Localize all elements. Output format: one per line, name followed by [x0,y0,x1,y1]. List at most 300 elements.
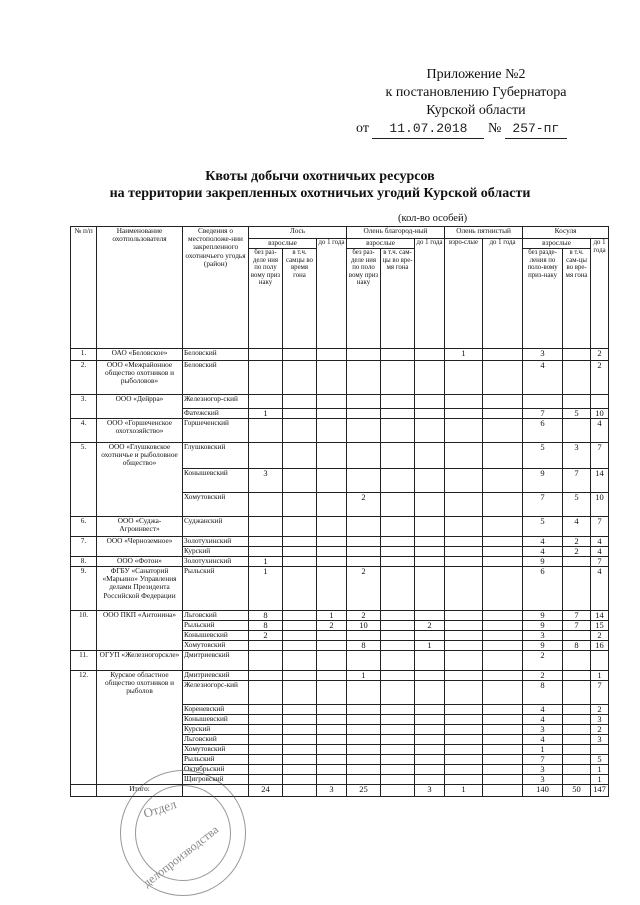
row-value [249,349,283,361]
row-user: ОАО «Беловское» [97,349,183,361]
row-value [381,765,415,775]
row-value [317,517,347,537]
row-number: 5. [71,443,97,517]
row-value [347,547,381,557]
row-number: 4. [71,419,97,443]
row-value [415,349,445,361]
stamp-text-1: Отдел [141,796,179,821]
row-value [591,651,609,671]
row-value [317,765,347,775]
row-value: 3 [317,785,347,797]
row-value: 1 [347,671,381,681]
row-value [283,469,317,493]
row-value [381,611,415,621]
row-number: 8. [71,557,97,567]
row-value: 5 [523,443,563,469]
row-value [381,361,415,395]
row-value: 24 [249,785,283,797]
row-value [415,775,445,785]
row-value: 147 [591,785,609,797]
number-label: № [487,121,502,136]
row-value: 2 [523,671,563,681]
row-ground: Железногорс-кий [183,681,249,705]
row-value [483,705,523,715]
row-value [483,621,523,631]
row-ground: Конышевский [183,715,249,725]
row-value [445,715,483,725]
row-value [483,611,523,621]
row-value [563,705,591,715]
row-value [317,547,347,557]
header-num: № п/п [71,227,97,349]
row-value: 8 [249,621,283,631]
row-ground: Суджанский [183,517,249,537]
row-value [283,557,317,567]
row-value: 15 [591,621,609,631]
row-number: 6. [71,517,97,537]
row-value [563,755,591,765]
row-value [249,725,283,735]
row-value [317,631,347,641]
row-value [249,361,283,395]
row-ground: Железногор-ский [183,395,249,409]
row-value [347,443,381,469]
title-line2: на территории закрепленных охотничьих угодий Курской области [109,186,531,201]
row-value [483,631,523,641]
row-ground: Льговский [183,735,249,745]
row-value [283,537,317,547]
decree-number: 257-пг [505,120,567,139]
row-value [317,361,347,395]
row-value [483,671,523,681]
row-value [483,785,523,797]
table-row [71,395,609,409]
row-value [445,567,483,611]
row-value [415,469,445,493]
row-ground: Дмитриевский [183,651,249,671]
row-value [283,395,317,409]
row-value [381,631,415,641]
row-value: 16 [591,641,609,651]
row-value [347,395,381,409]
row-value [445,755,483,765]
row-value [415,745,445,755]
row-value [445,547,483,557]
row-value [445,493,483,517]
row-value [415,651,445,671]
row-value [347,557,381,567]
row-user: ООО «Межрайонное общество охотников и рыболовов» [97,361,183,395]
appendix-line3: Курской области [426,103,526,118]
header-roe-under1: до 1 года [591,239,609,349]
row-value [317,567,347,611]
row-value: 7 [523,755,563,765]
row-ground: Хомутовский [183,745,249,755]
row-ground: Рыльский [183,755,249,765]
row-user: ФГБУ «Санаторий «Марьино» Управления делами Президента Российской Федерации [97,567,183,611]
row-value: 2 [347,567,381,611]
row-value: 4 [591,537,609,547]
row-value: 1 [445,785,483,797]
row-value [563,715,591,725]
row-value: 3 [563,443,591,469]
row-ground: Беловский [183,349,249,361]
row-value: 9 [523,621,563,631]
header-moose-under1: до 1 года [317,239,347,349]
row-value [563,745,591,755]
row-value [445,557,483,567]
row-value: 8 [523,681,563,705]
row-value [415,671,445,681]
row-user: ООО «Черноземное» [97,537,183,557]
row-value [381,349,415,361]
row-value: 3 [415,785,445,797]
row-value: 10 [591,493,609,517]
row-ground: Конышевский [183,469,249,493]
row-value [415,361,445,395]
row-ground: Фатежский [183,409,249,419]
row-value: 1 [249,567,283,611]
row-value: 14 [591,469,609,493]
appendix-line2: к постановлению Губернатора [385,85,567,100]
row-value: 4 [563,517,591,537]
row-ground [183,785,249,797]
row-value: 7 [591,557,609,567]
header-rd-adults: взрослые [347,239,415,249]
row-value: 3 [249,469,283,493]
row-value [347,349,381,361]
row-value [563,567,591,611]
row-value: 2 [415,621,445,631]
row-value [283,715,317,725]
row-value [445,651,483,671]
row-user: ООО ПКП «Антонина» [97,611,183,651]
row-value: 2 [317,621,347,631]
row-value [283,785,317,797]
row-value [381,443,415,469]
row-value: 2 [249,631,283,641]
row-value [283,705,317,715]
row-value [445,621,483,631]
row-value: 2 [591,631,609,641]
row-value [283,631,317,641]
row-value [483,641,523,651]
row-ground: Льговский [183,611,249,621]
row-value [415,567,445,611]
row-value [381,395,415,409]
row-value [381,641,415,651]
row-value [249,671,283,681]
row-value: 3 [523,765,563,775]
row-value [415,537,445,547]
row-value [249,775,283,785]
row-ground: Кореневский [183,705,249,715]
row-value [445,361,483,395]
row-value [283,419,317,443]
row-value: 3 [523,349,563,361]
row-value [445,631,483,641]
row-value [347,755,381,765]
row-value [445,705,483,715]
row-value: 4 [523,705,563,715]
header-sika-adults: взро-слые [445,239,483,349]
row-value [483,517,523,537]
header-moose: Лось [249,227,347,239]
row-value: 7 [591,443,609,469]
row-value [381,755,415,765]
row-value [415,557,445,567]
row-value [563,735,591,745]
row-value [283,621,317,631]
row-value: 7 [523,409,563,419]
row-value [445,735,483,745]
header-rd-no-sex: без раз-деле ния по поло вому приз наку [347,249,381,349]
row-user: Итого: [97,785,183,797]
row-value [415,517,445,537]
row-value [523,395,563,409]
row-value [415,493,445,517]
table-row [71,557,609,567]
row-value [283,651,317,671]
row-value: 2 [591,361,609,395]
table-row [71,419,609,443]
row-value [317,755,347,765]
row-value [381,557,415,567]
row-value [563,681,591,705]
row-number: 2. [71,361,97,395]
header-roe-incl: в т.ч. сам-цы во вре-мя гона [563,249,591,349]
row-value [415,765,445,775]
row-value [483,775,523,785]
row-value [563,651,591,671]
row-value [483,745,523,755]
row-value: 1 [445,349,483,361]
row-user: ООО «Глушковское охотничье и рыболовное общество» [97,443,183,517]
table-header [71,227,609,349]
row-value [249,419,283,443]
row-value [381,621,415,631]
row-ground: Хомутовский [183,493,249,517]
table-row [71,785,609,797]
row-value [483,651,523,671]
row-value: 4 [523,361,563,395]
table-row [71,611,609,621]
row-value [381,715,415,725]
row-ground: Курский [183,547,249,557]
table-row [71,651,609,671]
table-body [71,349,609,797]
row-value [415,611,445,621]
row-value [249,745,283,755]
row-value [347,537,381,547]
row-value: 3 [523,631,563,641]
row-value [563,725,591,735]
row-number: 3. [71,395,97,419]
row-value: 3 [523,775,563,785]
from-label: от [356,121,369,136]
row-value [415,681,445,705]
row-value [347,409,381,419]
row-value [445,395,483,409]
row-value: 5 [591,755,609,765]
header-user: Наименование охотпользователя [97,227,183,349]
row-ground: Рыльский [183,567,249,611]
row-value: 1 [591,671,609,681]
row-value: 2 [591,349,609,361]
row-value [563,775,591,785]
row-value [381,725,415,735]
row-value [283,611,317,621]
row-value [317,443,347,469]
row-value: 2 [523,651,563,671]
row-value: 2 [563,537,591,547]
header-roe-adults: взрослые [523,239,591,249]
row-value [317,641,347,651]
row-value [317,349,347,361]
stamp-inner-ring [135,785,231,881]
row-value [483,349,523,361]
row-user: ООО «Горшеченское охотхозяйство» [97,419,183,443]
row-value: 2 [591,705,609,715]
row-number [71,785,97,797]
row-value [415,547,445,557]
row-number: 12. [71,671,97,785]
row-number: 7. [71,537,97,557]
row-value [249,681,283,705]
row-value: 9 [523,469,563,493]
row-value [317,715,347,725]
row-value [381,567,415,611]
row-value: 8 [249,611,283,621]
row-value: 7 [591,681,609,705]
row-user: ООО «Дейрра» [97,395,183,419]
row-value [317,557,347,567]
header-roe-deer: Косуля [523,227,609,239]
row-value [483,419,523,443]
row-value [283,547,317,557]
row-value [445,419,483,443]
row-value [283,409,317,419]
row-value [317,671,347,681]
row-value: 25 [347,785,381,797]
row-value [415,395,445,409]
row-number: 11. [71,651,97,671]
row-value [381,517,415,537]
row-value [445,671,483,681]
row-value [483,567,523,611]
row-value: 4 [523,547,563,557]
row-value [445,611,483,621]
row-value [317,705,347,715]
row-value: 7 [563,469,591,493]
row-value [381,409,415,419]
row-value [283,671,317,681]
table-row [71,361,609,395]
row-value [249,765,283,775]
row-value [317,537,347,547]
row-value [283,725,317,735]
row-ground: Курский [183,725,249,735]
table-row [71,671,609,681]
header-moose-no-sex: без раз-деле ния по полу вому приз наку [249,249,283,349]
row-value [381,671,415,681]
row-value [283,735,317,745]
row-value: 5 [523,517,563,537]
row-value [283,517,317,537]
header-roe-no-sex: без разде-ления по поло-вому приз-наку [523,249,563,349]
row-user: Курское областное общество охотников и рыболов [97,671,183,785]
row-value [317,651,347,671]
row-value [249,705,283,715]
row-value: 5 [563,493,591,517]
appendix-date-line [356,120,596,139]
row-value: 1 [415,641,445,651]
row-value [317,745,347,755]
row-value [563,361,591,395]
row-value: 140 [523,785,563,797]
row-ground: Хомутовский [183,641,249,651]
row-value: 4 [523,735,563,745]
row-value [347,765,381,775]
row-ground: Золотухинский [183,537,249,547]
row-value [317,735,347,745]
row-value: 1 [317,611,347,621]
appendix-line1: Приложение №2 [426,67,526,82]
row-value [381,547,415,557]
row-value: 6 [523,567,563,611]
row-value [317,775,347,785]
row-value [445,745,483,755]
row-value [415,443,445,469]
row-value [445,409,483,419]
row-value [283,765,317,775]
header-sika-under1: до 1 года [483,239,523,349]
row-value [317,469,347,493]
row-value [317,395,347,409]
row-value [445,765,483,775]
row-value [283,349,317,361]
row-value [563,671,591,681]
row-value: 14 [591,611,609,621]
row-ground: Золотухинский [183,557,249,567]
row-value [283,681,317,705]
row-value [445,443,483,469]
row-value: 1 [591,775,609,785]
row-value [347,631,381,641]
row-value [415,409,445,419]
header-rd-incl: в т.ч. сам-цы во вре-мя гона [381,249,415,349]
row-user: ООО «Фотон» [97,557,183,567]
row-value: 1 [591,765,609,775]
row-ground: Беловский [183,361,249,395]
row-value [483,469,523,493]
row-value [283,361,317,395]
row-value [483,409,523,419]
row-value [591,745,609,755]
row-value [347,725,381,735]
row-value: 6 [523,419,563,443]
row-value [347,419,381,443]
row-value [415,705,445,715]
row-value: 10 [347,621,381,631]
row-value [249,493,283,517]
row-value: 9 [523,611,563,621]
row-value [563,395,591,409]
row-value [381,785,415,797]
row-value [317,419,347,443]
row-value: 7 [523,493,563,517]
row-value [483,547,523,557]
